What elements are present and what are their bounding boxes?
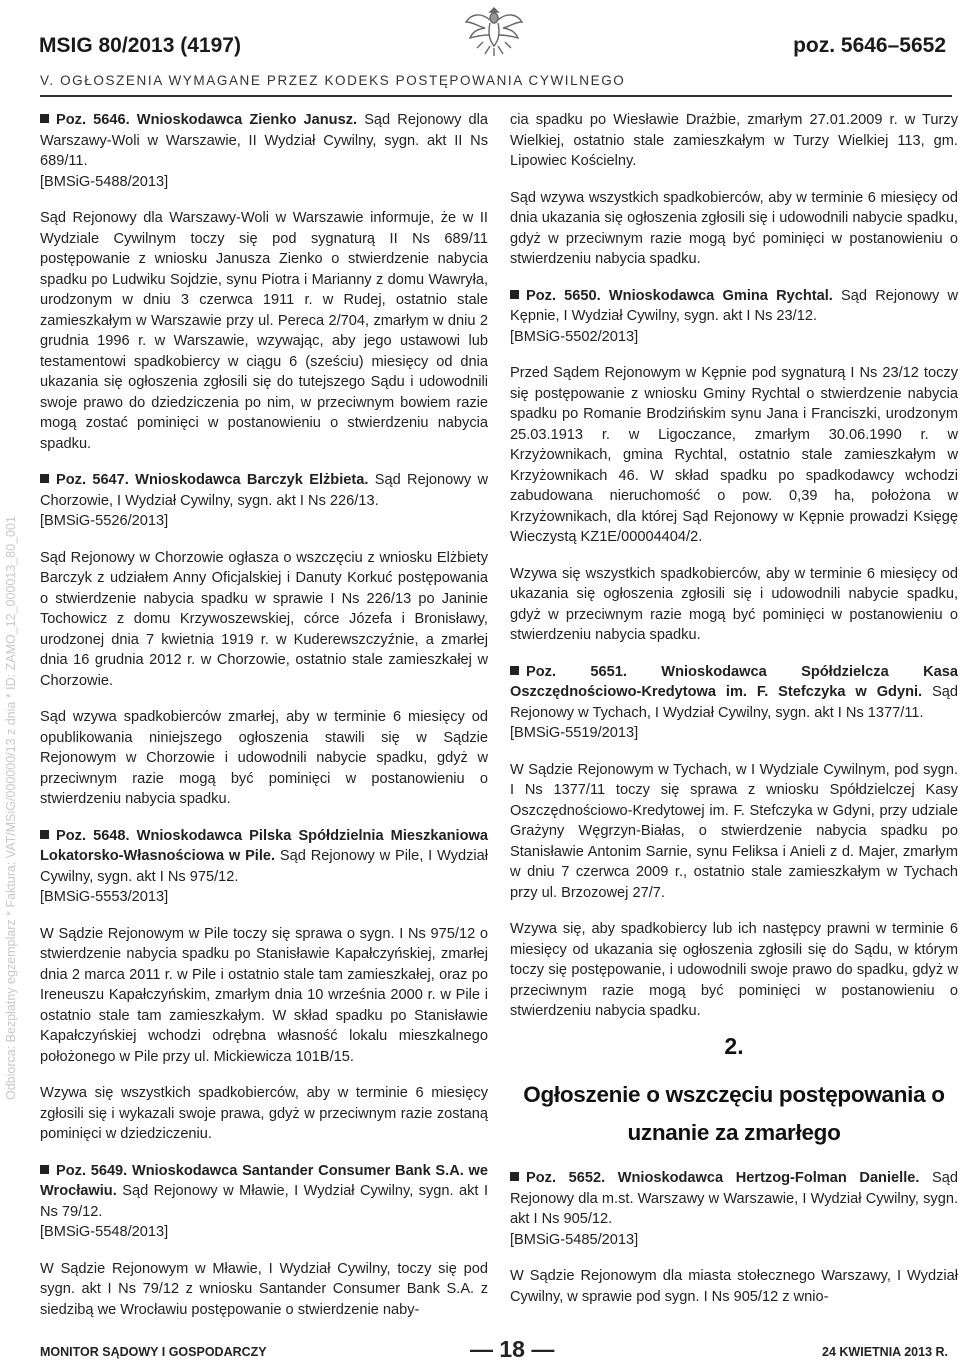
bullet-icon — [40, 114, 49, 123]
footer-publication: MONITOR SĄDOWY I GOSPODARCZY — [40, 1345, 267, 1359]
footer-date: 24 KWIETNIA 2013 R. — [822, 1345, 948, 1359]
bullet-icon — [510, 290, 519, 299]
notice-5651-body-2: Wzywa się, aby spadkobiercy lub ich następcy prawni w terminie 6 miesięcy od ukazania się ogłoszenia zgłosili się do Sądu, w którym toczy się postępowanie, i udowodnili swoje prawo do spadku, gdyż w przeciwnym razie mogą być pominięci w postanowieniu o stwierdzeniu nabycia spadku. — [510, 921, 958, 1019]
bullet-icon — [40, 830, 49, 839]
header-title: MSIG 80/2013 (4197) — [39, 34, 241, 57]
notice-5647-body: Sąd Rejonowy w Chorzowie ogłasza o wszczęciu z wniosku Elżbiety Barczyk z udziałem Anny Oficjalskiej i Danuty Korkuć postępowania o stwierdzenie nabycia spadku w sprawie I Ns 226/13 po Janinie Tochowicz z domu Krzywoszewskiej, córce Józefa i Bronisławy, urodzonej dnia 7 kwietnia 1919 r. w Kuderewszczyźnie, a zmarłej dnia 16 grudnia 2012 r. w Chorzowie, ostatnio stale zamieszkałej w Chorzowie. — [40, 549, 488, 689]
notice-5646-body: Sąd Rejonowy dla Warszawy-Woli w Warszawie informuje, że w II Wydziale Cywilnym toczy się pod sygnaturą II Ns 689/11 postępowanie z wniosku Janusza Zienko o stwierdzenie nabycia spadku po Ludwiku Sojdzie, synu Piotra i Marianny z domu Wawryła, urodzonym w dniu 3 czerwca 1911 r. w Rudej, ostatnio stale zamieszkałym w Warszawie przy ul. Pereca 2/704, zmarłym w dniu 2 grudnia 1996 r. w Warszawie, wzywając, aby jego ustawowi lub testamentowi spadkobiercy w ciągu 6 (sześciu) miesięcy od dnia ukazania się ogłoszenia zgłosili się do tutejszego Sądu i udowodnili swoje prawo do dziedziczenia po nim, w przeciwnym bowiem razie mogą zostać pominięci w postanowieniu o stwierdzeniu nabycia spadku. — [40, 210, 488, 452]
notice-5648-heading: Poz. 5648. Wnioskodawca Pilska Spółdzielnia Mieszkaniowa Lokatorsko-Własnościowa w Pile. Sąd Rejonowy w Pile, I Wydział Cywilny, sygn. akt I Ns 975/12. — [40, 827, 488, 885]
eagle-emblem-icon — [463, 2, 525, 58]
notice-5647-body-2: Sąd wzywa spadkobierców zmarłej, aby w terminie 6 miesięcy od opublikowania niniejszego ogłoszenia stawili się w Sądzie Rejonowym w Chorzowie i udowodnili nabycie spadku, gdyż w przeciwnym razie mogą być pominięci w postanowieniu o stwierdzeniu nabycia spadku. — [40, 709, 488, 807]
notice-5651-body: W Sądzie Rejonowym w Tychach, w I Wydziale Cywilnym, pod sygn. I Ns 1377/11 toczy się sprawa z wniosku Spółdzielczej Kasy Oszczędnościowo-Kredytowej im. F. Stefczyka w Gdyni, przy udziale Grażyny Węgrzyn-Białas, o stwierdzenie nabycia spadku po Stanisławie Antonim Sarnie, synu Feliksa i Anieli z d. Majer, zmarłym w dniu 7 czerwca 2009 r., ostatnio stale zamieszkałym w Tychach przy ul. Brzozowej 27/7. — [510, 761, 958, 901]
header-position-range: poz. 5646–5652 — [793, 34, 946, 57]
notice-5649-ref: [BMSiG-5548/2013] — [40, 1224, 169, 1240]
section-title: Ogłoszenie o wszczęciu postępowania o uznanie za zmarłego — [523, 1082, 945, 1145]
bullet-icon — [510, 1172, 519, 1181]
notice-5652-heading: Poz. 5652. Wnioskodawca Hertzog-Folman Danielle. Sąd Rejonowy dla m.st. Warszawy w Warszawie, I Wydział Cywilny, sygn. akt I Ns 905/12. — [510, 1170, 959, 1227]
bullet-icon — [40, 1165, 49, 1174]
notice-5649-body: W Sądzie Rejonowym w Mławie, I Wydział Cywilny, toczy się pod sygn. akt I Ns 79/12 z wniosku Santander Consumer Bank S.A. z siedzibą we Wrocławiu postępowanie o stwierdzenie naby- — [40, 1260, 488, 1318]
notice-5649-continued: cia spadku po Wiesławie Drażbie, zmarłym 27.01.2009 r. w Turzy Wielkiej, ostatnio stale zamieszkałym w Turzy Wielkiej 113, gm. Lipowiec Kościelny. — [510, 112, 958, 169]
notice-5649-body-2: Sąd wzywa wszystkich spadkobierców, aby w terminie 6 miesięcy od dnia ukazania się ogłoszenia zgłosili się i udowodnili nabycie spadku, gdyż w przeciwnym razie mogą być pominięci w postanowieniu o stwierdzeniu nabycia spadku. — [510, 189, 958, 267]
notice-5646-ref: [BMSiG-5488/2013] — [40, 173, 169, 190]
notice-5647-heading: Poz. 5647. Wnioskodawca Barczyk Elżbieta. Sąd Rejonowy w Chorzowie, I Wydział Cywilny, sygn. akt I Ns 226/13. — [40, 472, 488, 509]
section-number: 2. — [724, 1032, 744, 1059]
notice-5652-body: W Sądzie Rejonowym dla miasta stołecznego Warszawy, I Wydział Cywilny, w sprawie pod sygn. I Ns 905/12 z wnio- — [510, 1268, 958, 1305]
notice-5648-body: W Sądzie Rejonowym w Pile toczy się sprawa o sygn. I Ns 975/12 o stwierdzenie nabycia spadku po Stanisławie Kapałczyńskiej, zmarłej dnia 2 marca 2011 r. w Pile i ostatnio stale tam zamieszkałej, oraz po Ireneuszu Kapałczyńskim, zmarłym dnia 10 września 2000 r. w Pile i ostatnio stale tam zamieszkałym. W skład spadku po Stanisławie Kapałczyńskiej wchodzi odrębna własność lokalu mieszkalnego położonego w Pile przy ul. Mickiewicza 101B/15. — [40, 925, 488, 1065]
bullet-icon — [510, 666, 519, 675]
section-heading: V. OGŁOSZENIA WYMAGANE PRZEZ KODEKS POSTĘPOWANIA CYWILNEGO — [40, 73, 626, 88]
notice-5652-ref: [BMSiG-5485/2013] — [510, 1231, 639, 1248]
notice-5650-body: Przed Sądem Rejonowym w Kępnie pod sygnaturą I Ns 23/12 toczy się postępowanie z wniosku Gminy Rychtal o stwierdzenie nabycia spadku po Romanie Brodzińskim synu Jana i Franciszki, urodzonym 25.03.1913 r. w Ligoczance, zmarłym 30.06.1990 r. w Krzyżownikach, gmina Rychtal, ostatnio stale zamieszkałym w Krzyżownikach 46. W skład spadku po spadkodawcy wchodzi zabudowana nieruchomość o pow. 0,39 ha, położona w Krzyżownikach, dla której Sąd Rejonowy w Kępnie prowadzi Księgę Wieczystą KZ1E/00004404/2. — [510, 365, 958, 545]
sidebar-watermark: Odbiorca: Bezpłatny egzemplarz * Faktura: VAT/MSiG/000000/13 z dnia * ID: ZAMO_12_000013_80_001 — [4, 516, 18, 1100]
notice-5651-ref: [BMSiG-5519/2013] — [510, 725, 639, 741]
bullet-icon — [40, 474, 49, 483]
notice-5647-ref: [BMSiG-5526/2013] — [40, 513, 169, 529]
left-column — [40, 110, 488, 1320]
notice-5651-heading: Poz. 5651. Wnioskodawca Spółdzielcza Kasa Oszczędnościowo-Kredytowa im. F. Stefczyka w Gdyni. Sąd Rejonowy w Tychach, I Wydział Cywilny, sygn. akt I Ns 1377/11. — [510, 663, 958, 721]
notice-5648-ref: [BMSiG-5553/2013] — [40, 889, 169, 905]
header-rule — [40, 95, 952, 97]
notice-5646-heading: Poz. 5646. Wnioskodawca Zienko Janusz. Sąd Rejonowy dla Warszawy-Woli w Warszawie, II Wydział Cywilny, sygn. akt II Ns 689/11. — [40, 112, 488, 169]
right-column — [510, 110, 958, 1307]
notice-5650-body-2: Wzywa się wszystkich spadkobierców, aby w terminie 6 miesięcy od ukazania się ogłoszenia zgłosili się i udowodnili nabycie spadku, gdyż w przeciwnym razie mogą być pominięci w postanowieniu o stwierdzeniu nabycia spadku. — [510, 565, 958, 643]
notice-5648-body-2: Wzywa się wszystkich spadkobierców, aby w terminie 6 miesięcy zgłosili się i wykazali swoje prawa, gdyż w przeciwnym razie zostaną pominięci w dziedziczeniu. — [40, 1085, 488, 1142]
notice-5650-ref: [BMSiG-5502/2013] — [510, 328, 639, 345]
footer-page-number: — 18 — — [470, 1336, 555, 1362]
notice-5649-heading: Poz. 5649. Wnioskodawca Santander Consumer Bank S.A. we Wrocławiu. Sąd Rejonowy w Mławie, I Wydział Cywilny, sygn. akt I Ns 79/12. — [40, 1162, 488, 1220]
notice-5650-heading: Poz. 5650. Wnioskodawca Gmina Rychtal. Sąd Rejonowy w Kępnie, I Wydział Cywilny, sygn. akt I Ns 23/12. — [510, 287, 958, 324]
